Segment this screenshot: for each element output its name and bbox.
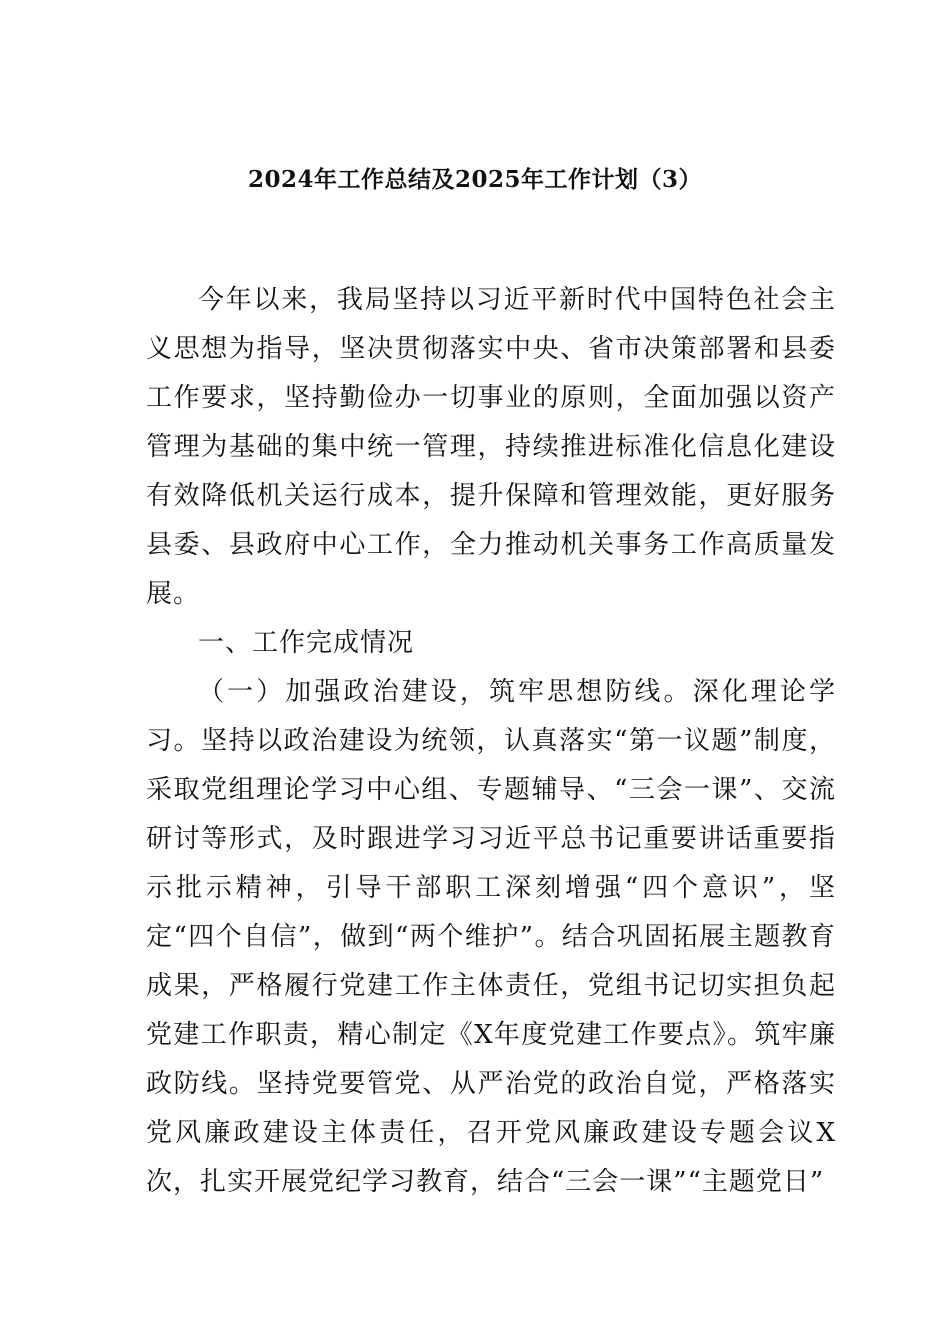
section-paragraph: （一）加强政治建设，筑牢思想防线。深化理论学习。坚持以政治建设为统领，认真落实“第一议题”制度，采取党组理论学习中心组、专题辅导、“三会一课”、交流研讨等形式，及时跟进学习习近平总书记重要讲话重要指示批示精神，引导干部职工深刻增强“四个意识”，坚定“四个自信”，做到“两个维护”。结合巩固拓展主题教育成果，严格履行党建工作主体责任，党组书记切实担负起党建工作职责，精心制定《X年度党建工作要点》。筑牢廉政防线。坚持党要管党、从严治党的政治自觉，严格落实党风廉政建设主体责任，召开党风廉政建设专题会议X次，扎实开展党纪学习教育，结合“三会一课”“主题党日” [146, 677, 836, 1197]
intro-paragraph: 今年以来，我局坚持以习近平新时代中国特色社会主义思想为指导，坚决贯彻落实中央、省市决策部署和县委工作要求，坚持勤俭办一切事业的原则，全面加强以资产管理为基础的集中统一管理，持续推进标准化信息化建设有效降低机关运行成本，提升保障和管理效能，更好服务县委、县政府中心工作，全力推动机关事务工作高质量发展。 [146, 285, 836, 609]
document-body [146, 276, 836, 1207]
section-heading: 一、工作完成情况 [198, 628, 415, 658]
document-title: 2024年工作总结及2025年工作计划（3） [247, 166, 703, 193]
